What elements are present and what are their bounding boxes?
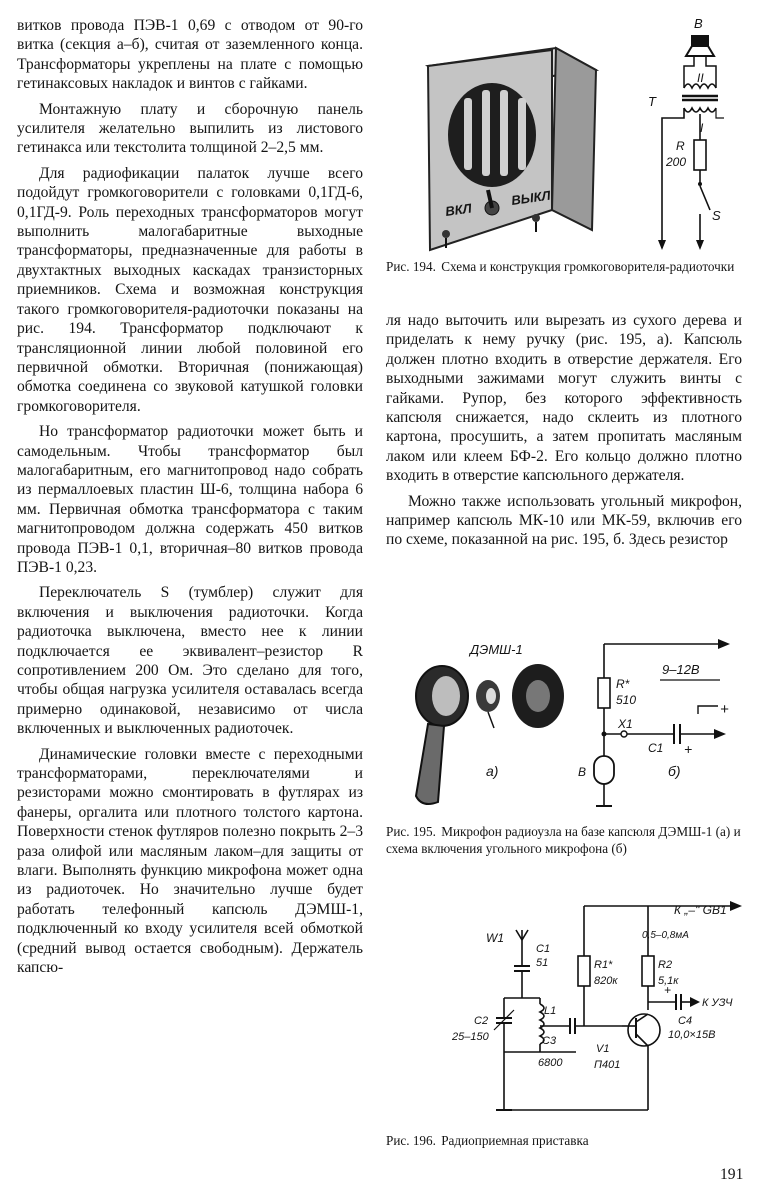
speaker-label: B [694,16,703,31]
capacitor-label: C1 [648,741,664,755]
paragraph: Монтажную плату и сборочную панель усилителя желательно выпилить из листового гетинакса или текстолита толщиной 2–2,5 мм. [17,100,363,157]
transistor-label: V1 [596,1043,610,1055]
paragraph: ля надо выточить или вырезать из сухого дерева и приделать к нему ручку (рис. 195, а). Капсюль должен плотно входить в отверстие держателя. Его выходными зажимами могут служить винты с гайками. Рупор, без которого эффективность капсюля снижается, надо склеить из плотного картона, просушить, а затем пропитать масляным лаком или клеем БФ-2. Его кольцо должно плотно входить в отверстие капсюльного держателя. [386,312,742,485]
screw-icon [442,230,450,238]
primary-winding-label: I [700,121,704,135]
figure-194-speaker-box [420,40,600,255]
screw-icon [532,214,540,222]
figure-195-caption [386,823,742,857]
switch-off-label: ВЫКЛ [510,187,552,208]
voltage-label: 9–12В [662,662,700,677]
arrow-icon [714,729,726,739]
secondary-winding-label: II [697,71,704,85]
l1-label: L1 [544,1005,557,1017]
figure-194-caption [386,258,742,275]
resistor-label: R [676,139,685,153]
battery-label: К „–" GB1 [674,903,727,917]
resistor-r2 [642,956,654,986]
r1-value: 820к [594,975,618,987]
resistor-r1 [578,956,590,986]
arrow-icon [730,901,742,911]
carbon-microphone-icon [594,756,614,784]
part-a-label: а) [486,763,499,779]
current-label: 0,5–0,8мА [642,930,689,941]
r1-label: R1* [594,959,613,971]
r2-value: 5,1к [658,975,679,987]
paragraph: Но трансформатор радиоточки может быть и самодельным. Чтобы трансформатор был малогабаритным, его магнитопровод надо собрать из пермаллоевых пластин Ш-6, толщина набора 6 мм. Первичная обмотка трансформатора с таким магнитопроводом должна содержать 450 витков провода ПЭВ-1 0,1, вторичная–80 витков провода ПЭВ-1 0,23. [17,423,363,576]
primary-winding [684,108,716,112]
figure-195 [398,630,748,816]
resistor-R [598,678,610,708]
resistor-label: R* [616,677,630,691]
r2-label: R2 [658,959,673,971]
arrow-icon [690,997,700,1007]
caption-number: Рис. 194. [386,259,436,274]
c2-label: C2 [474,1015,489,1027]
capsule-label: ДЭМШ-1 [470,642,523,657]
connector-label: X1 [618,717,633,731]
arrow-icon [658,240,666,250]
arrow-icon [718,639,730,649]
paragraph: Переключатель S (тумблер) служит для включения и выключения радиоточки. Когда радиоточка выключена, вместо нее к линии подключается ее эквивалент–резистор R сопротивлением 200 Ом. Это сделано для того, чтобы общая нагрузка усилителя оставалась всегда примерно одинаковой, независимо от числа включенных и выключенных радиоточек. [17,584,363,738]
switch-S [700,186,710,210]
paragraph: Для радиофикации палаток лучше всего подойдут громкоговорители с головками 0,1ГД-6, 0,1ГД-9. Роль переходных трансформаторов могут выполнить малогабаритные выходные трансформаторы, предназначенные для работы в двухтактных выходных каскадах транзисторных приемников. Схема и возможная конструкция такого громкоговорителя-радиоточки показаны на рис. 194. Трансформатор подключают к трансляционной линии любой половиной его первичной обмотки. Вторичная (понижающая) обмотка соединена со звуковой катушкой головки громкоговорителя. [17,164,363,415]
paragraph: витков провода ПЭВ-1 0,69 с отводом от 90-го витка (секция а–б), считая от заземленного конца. Трансформаторы укреплены на плате с помощью гетинаксовых накладок и винтов с гайками. [17,17,363,93]
connector-x1 [621,731,627,737]
loudspeaker-icon [686,36,714,56]
c1-value: 51 [536,957,549,969]
caption-text: Радиоприемная приставка [441,1133,589,1148]
output-label: К УЗЧ [702,997,733,1009]
left-column [17,16,363,978]
transformer-label: T [648,94,656,109]
caption-text: Микрофон радиоузла на базе капсюля ДЭМШ-1 (а) и схема включения угольного микрофона (б) [386,824,741,856]
plus-sign: + [684,741,693,757]
c3-label: C3 [542,1035,557,1047]
caption-number: Рис. 195. [386,824,436,839]
horn-icon [512,664,564,728]
antenna-icon [516,930,528,952]
resistor-R [694,140,706,170]
microphone-holder-icon [416,666,468,804]
resistor-value: 200 [666,155,687,169]
switch-on-label: ВКЛ [444,200,473,219]
c3-value: 6800 [538,1057,563,1069]
c4-label: C4 [678,1015,693,1027]
box-side-face [552,48,596,230]
part-b-label: б) [668,763,681,779]
figure-194-schematic [612,14,742,254]
resistor-value: 510 [616,693,637,707]
caption-number: Рис. 196. [386,1133,436,1148]
antenna-label: W1 [486,931,504,945]
right-column-text [386,311,742,550]
figure-196 [446,896,746,1126]
arrow-icon [696,240,704,250]
plus-sign: + [664,983,672,997]
plus-sign: + [720,701,729,718]
transistor-type: П401 [594,1059,621,1071]
caption-text: Схема и конструкция громкоговорителя-радиоточки [441,259,735,274]
capsule-icon [476,680,500,728]
paragraph: Можно также использовать угольный микрофон, например капсюль МК-10 или МК-59, включив его по схеме, показанной на рис. 195, б. Здесь резистор [386,492,742,549]
paragraph: Динамические головки вместе с переходными трансформаторами, переключателями и резисторами можно смонтировать в футлярах из фанеры, оргалита или плотного толстого картона. Поверхности стенок футляров полезно покрыть 2–3 раза олифой или масляным лаком–для защиты от влаги. Выполнять функцию микрофона может одна из радиоточек. Но значительно лучше будет работать телефонный капсюль ДЭМШ-1, подключенный ко входу усилителя всей обмоткой (средний вывод остается свободным). Держатель капсю- [17,745,363,977]
switch-label: S [712,208,721,223]
c4-value: 10,0×15В [668,1029,716,1041]
page-number: 191 [720,1166,744,1183]
c2-value: 25–150 [452,1031,489,1043]
figure-196-caption [386,1132,742,1149]
microphone-label: B [578,765,587,779]
c1-label: C1 [536,943,551,955]
